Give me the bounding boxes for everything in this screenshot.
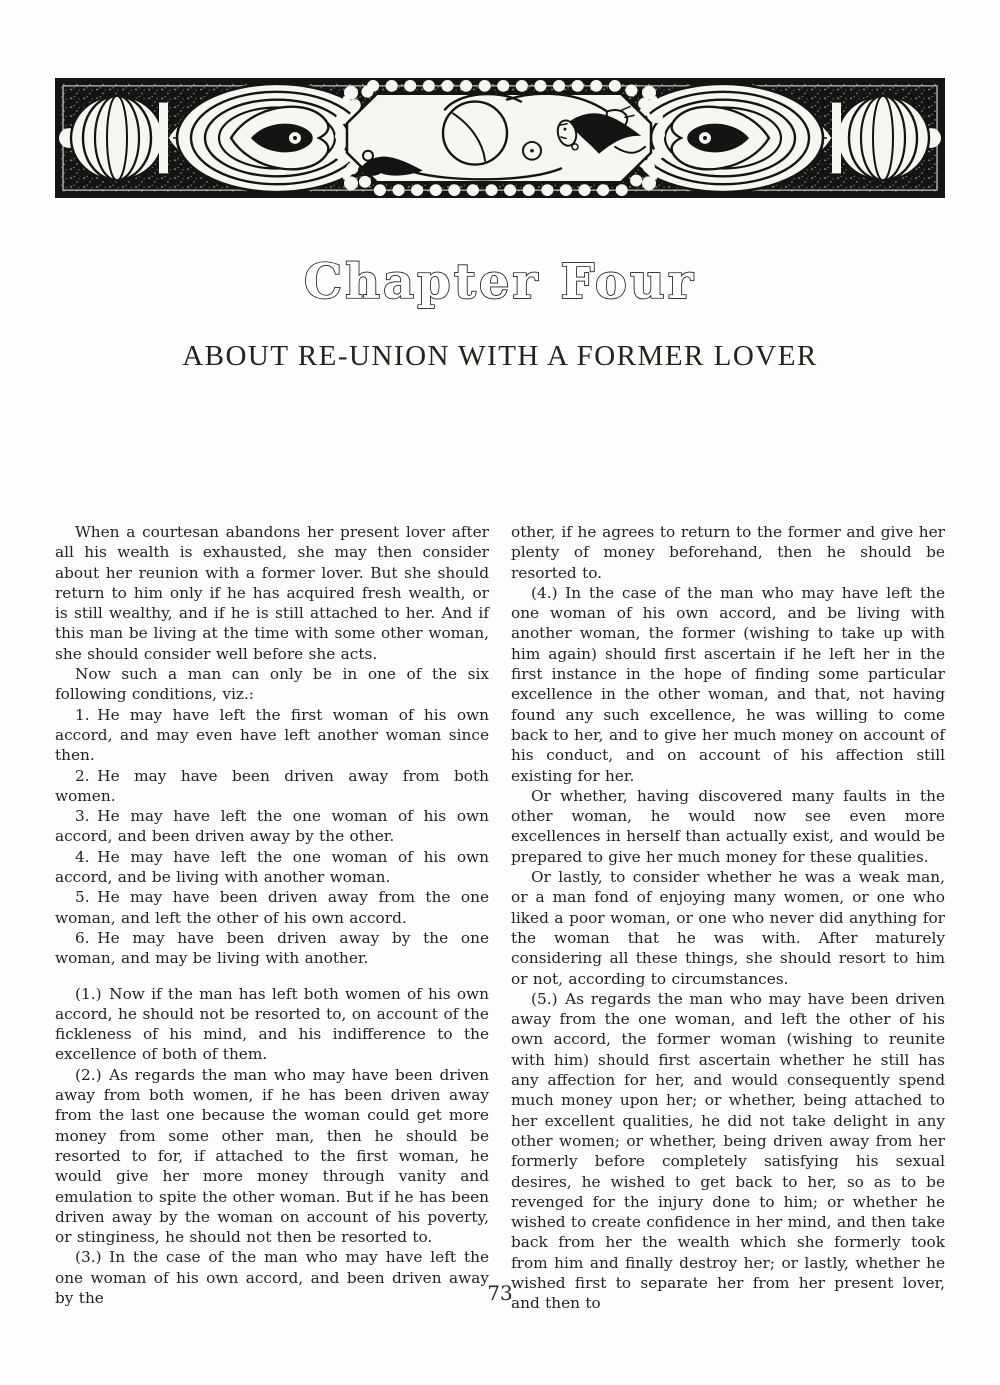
chapter-subtitle: ABOUT RE-UNION WITH A FORMER LOVER — [182, 340, 818, 372]
body-paragraph: (5.) As regards the man who may have been driven away from the one woman, and left the other of his own accord, the former woman (wishing to reunite with him) should first ascertain whether he still has any affection for her, and would consequently spend much money upon her; or whether, being attached to her excellent qualities, he did not take delight in any other women; or whether, being driven away from her formerly before completely satisfying his sexual desires, he wished to get back to her, so as to be revenged for the injury done to him; or whether he wished to create confidence in her mind, and then take back from her the wealth which she formerly took from him and finally destroy her; or lastly, whether he wished first to separate her from her present lover, and then to — [511, 989, 945, 1313]
chapter-title: Chapter Four — [303, 254, 697, 310]
body-paragraph: (1.) Now if the man has left both women of his own accord, he should not be resorted to, on account of the fickleness of his mind, and his indifference to the excellence of both of them. — [55, 984, 489, 1064]
body-paragraph: other, if he agrees to return to the former and give her plenty of money beforehand, then he should be resorted to. — [511, 523, 945, 582]
body-paragraph: 1. He may have left the first woman of his own accord, and may even have left another woman since then. — [55, 705, 489, 765]
body-paragraph: When a courtesan abandons her present lover after all his wealth is exhausted, she may then consider about her reunion with a former lover. But she should return to him only if he has acquired fresh wealth, or is still wealthy, and if he is still attached to her. And if this man be living at the time with some other woman, she should consider well before she acts. — [55, 523, 489, 663]
woodcut-frieze-ornament — [55, 78, 945, 198]
body-paragraph: 6. He may have been driven away by the one woman, and may be living with another. — [55, 928, 489, 968]
column-left — [55, 522, 489, 1314]
body-paragraph: 2. He may have been driven away from both women. — [55, 766, 489, 805]
chapter-title-block — [0, 248, 1000, 318]
column-right — [511, 522, 945, 1314]
body-paragraph: Now such a man can only be in one of the six following conditions, viz.: — [55, 665, 489, 704]
body-paragraph: 5. He may have been driven away from the one woman, and left the other of his own accord. — [55, 888, 489, 927]
body-paragraph: 3. He may have left the one woman of his own accord, and been driven away by the other. — [55, 807, 489, 846]
body-text — [55, 522, 945, 1314]
body-paragraph: (3.) In the case of the man who may have left the one woman of his own accord, and been driven away by the — [55, 1248, 489, 1307]
page-number: 73 — [487, 1281, 513, 1305]
body-paragraph: Or whether, having discovered many faults in the other woman, he would now see even more excellences in herself than actually exist, and would be prepared to give her much money for these qualities. — [511, 786, 945, 866]
body-paragraph: (4.) In the case of the man who may have left the one woman of his own accord, and be living with another woman, the former (wishing to take up with him again) should first ascertain if he left her in the first instance in the hope of finding some particular excellence in the other woman, and that, not having found any such excellence, he was willing to come back to her, and to give her much money on account of his conduct, and on account of his affection still existing for her. — [511, 583, 945, 785]
body-paragraph: 4. He may have left the one woman of his own accord, and be living with another woman. — [55, 847, 489, 887]
body-paragraph: Or lastly, to consider whether he was a weak man, or a man fond of enjoying many women, or one who liked a poor woman, or one who never did anything for the woman that he was with. After maturely considering all these things, she should resort to him or not, according to circumstances. — [511, 868, 945, 988]
body-paragraph: (2.) As regards the man who may have been driven away from both women, if he has been driven away from the last one because the woman could get more money from some other man, then he should be resorted to for, if attached to the first woman, he would give her more money through vanity and emulation to spite the other woman. But if he has been driven away by the woman on account of his poverty, or stinginess, he should not then be resorted to. — [55, 1065, 489, 1247]
